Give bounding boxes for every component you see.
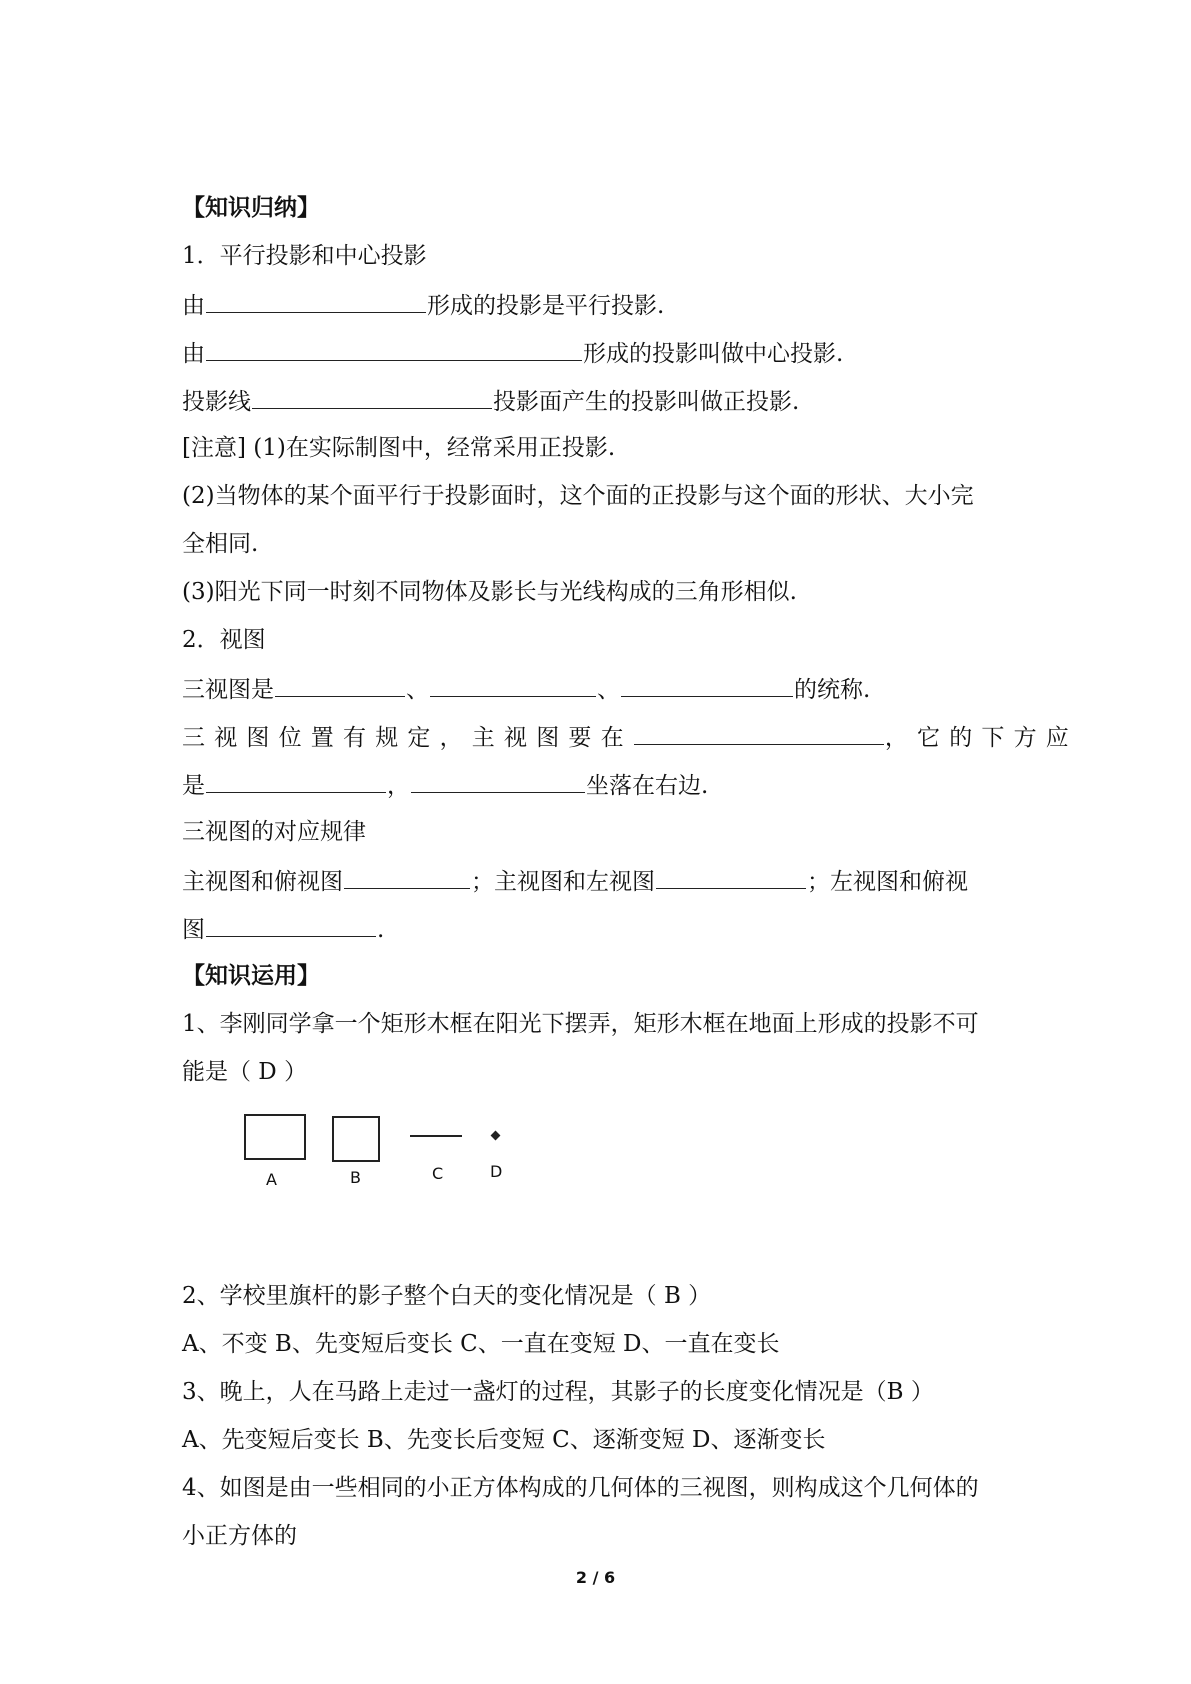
note-2-line-a: (2)当物体的某个面平行于投影面时，这个面的正投影与这个面的形状、大小完 — [182, 483, 974, 509]
line-text: 、 — [597, 677, 620, 703]
fill-line-parallel — [182, 284, 664, 324]
line-segment-shape — [410, 1135, 462, 1137]
line-text: ；左视图和俯视 — [807, 869, 968, 895]
line-text: 投影线 — [182, 389, 251, 415]
question-1-figure — [238, 1098, 518, 1194]
figure-label-a: A — [266, 1170, 277, 1189]
rectangle-shape — [244, 1114, 306, 1160]
line-text: 主视图和俯视图 — [182, 869, 343, 895]
figure-label-d: D — [490, 1162, 503, 1181]
line-text: 是 — [182, 773, 205, 799]
fill-line-orthographic — [182, 380, 799, 420]
page-number: 2 / 6 — [575, 1568, 616, 1587]
subsection-title-projection: 1．平行投影和中心投影 — [182, 243, 427, 269]
answer-blank[interactable] — [275, 668, 405, 697]
line-text: 三视图位置有规定，主视图要在 — [182, 725, 633, 751]
answer-blank[interactable] — [621, 668, 793, 697]
answer-blank[interactable] — [206, 332, 582, 361]
line-text: 投影面产生的投影叫做正投影. — [493, 389, 800, 415]
line-text: 、 — [406, 677, 429, 703]
figure-label-b: B — [350, 1168, 361, 1187]
fill-line-view-rules-cont — [182, 908, 384, 948]
fill-line-central — [182, 332, 843, 372]
note-1: [注意] (1)在实际制图中，经常采用正投影. — [182, 435, 616, 461]
line-text: ， — [387, 773, 410, 799]
question-1-line-a: 1、李刚同学拿一个矩形木框在阳光下摆弄，矩形木框在地面上形成的投影不可 — [182, 1011, 979, 1037]
figure-label-c: C — [432, 1164, 444, 1183]
question-2: 2、学校里旗杆的影子整个白天的变化情况是（ B ） — [182, 1283, 712, 1309]
fill-line-three-views — [182, 668, 870, 708]
note-3: (3)阳光下同一时刻不同物体及影长与光线构成的三角形相似. — [182, 579, 797, 605]
line-text: 三视图是 — [182, 677, 274, 703]
line-text: 由 — [182, 293, 205, 319]
question-4-line-a: 4、如图是由一些相同的小正方体构成的几何体的三视图，则构成这个几何体的 — [182, 1475, 979, 1501]
view-rules-title: 三视图的对应规律 — [182, 819, 366, 845]
answer-blank[interactable] — [430, 668, 596, 697]
line-text: 由 — [182, 341, 205, 367]
question-3: 3、晚上，人在马路上走过一盏灯的过程，其影子的长度变化情况是（B ） — [182, 1379, 934, 1405]
line-text: ，它的下方应 — [884, 725, 1079, 751]
line-text: 的统称. — [794, 677, 871, 703]
subsection-title-views: 2．视图 — [182, 627, 266, 653]
answer-blank[interactable] — [411, 764, 585, 793]
note-2-line-b: 全相同. — [182, 531, 259, 557]
line-text: 形成的投影是平行投影. — [427, 293, 665, 319]
question-4-line-b: 小正方体的 — [182, 1523, 297, 1549]
line-text: 坐落在右边. — [586, 773, 709, 799]
question-1-line-b: 能是（ D ） — [182, 1059, 308, 1085]
answer-blank[interactable] — [206, 908, 376, 937]
point-shape — [491, 1131, 501, 1141]
answer-blank[interactable] — [344, 860, 470, 889]
answer-blank[interactable] — [634, 716, 884, 745]
line-text: ；主视图和左视图 — [471, 869, 655, 895]
section-heading-summary: 【知识归纳】 — [182, 195, 320, 221]
fill-line-view-position — [182, 716, 1078, 756]
section-heading-application: 【知识运用】 — [182, 963, 320, 989]
question-2-options: A、不变 B、先变短后变长 C、一直在变短 D、一直在变长 — [182, 1331, 780, 1357]
answer-blank[interactable] — [252, 380, 492, 409]
line-text: 图 — [182, 917, 205, 943]
answer-blank[interactable] — [206, 284, 426, 313]
answer-blank[interactable] — [656, 860, 806, 889]
fill-line-view-position-cont — [182, 764, 708, 804]
question-3-options: A、先变短后变长 B、先变长后变短 C、逐渐变短 D、逐渐变长 — [182, 1427, 826, 1453]
line-text: 形成的投影叫做中心投影. — [583, 341, 844, 367]
square-shape — [332, 1116, 380, 1162]
answer-blank[interactable] — [206, 764, 386, 793]
fill-line-view-rules — [182, 860, 968, 900]
line-text: . — [377, 917, 385, 943]
